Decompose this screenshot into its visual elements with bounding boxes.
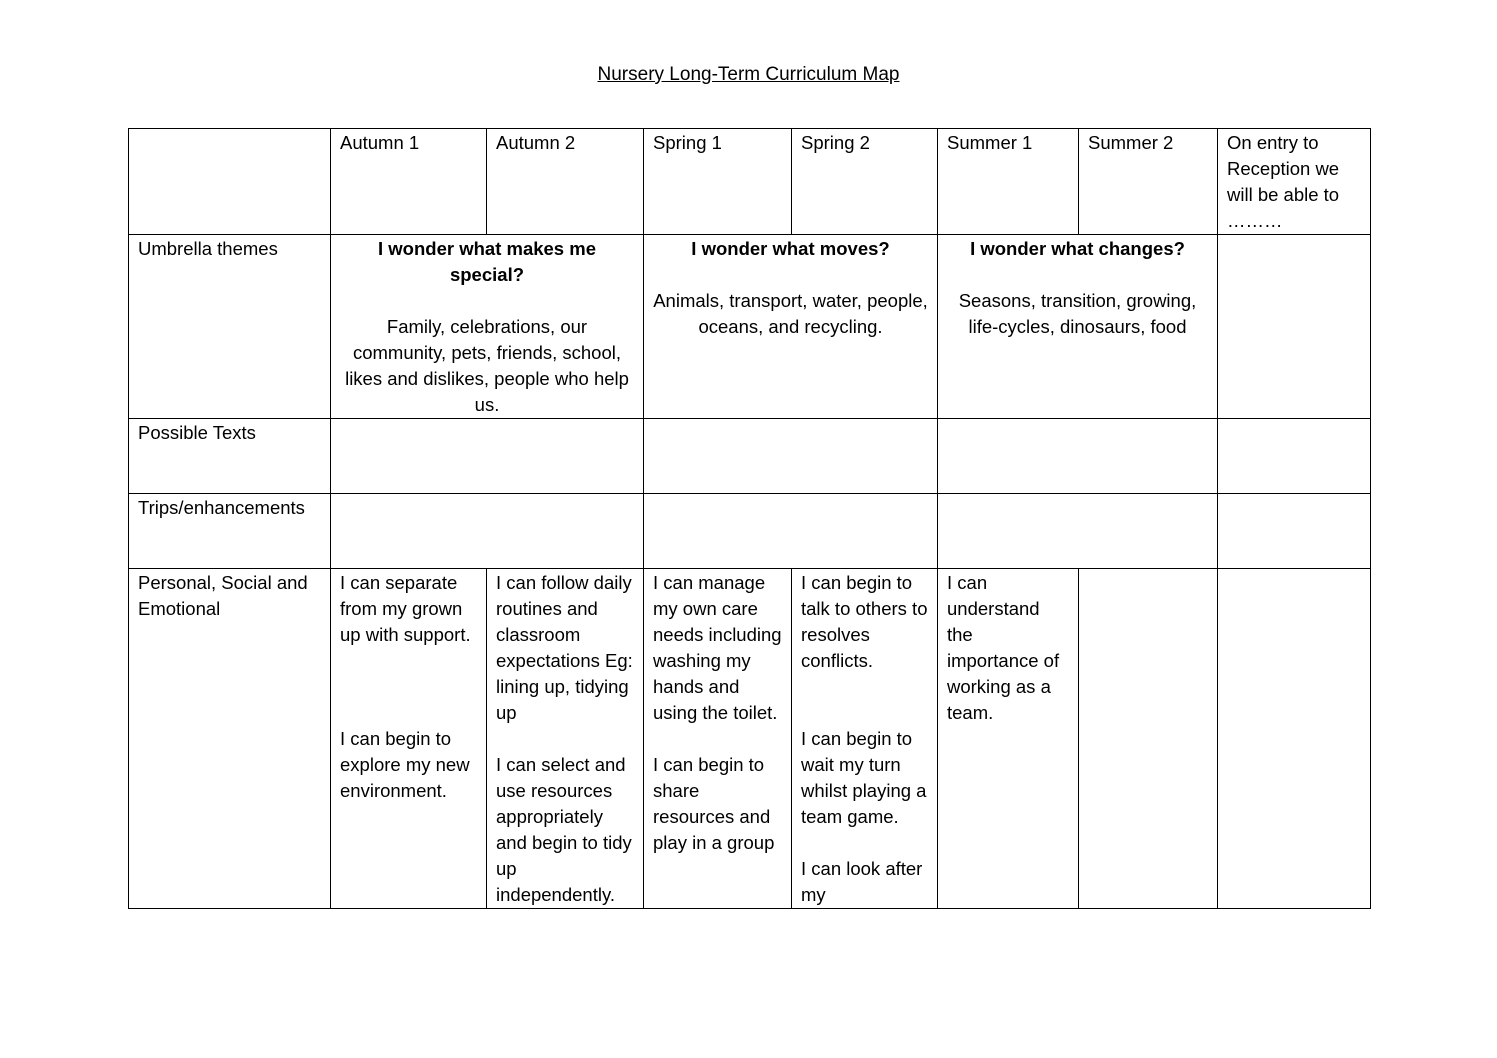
- row-label-pse: Personal, Social and Emotional: [129, 569, 331, 909]
- header-autumn-2: Autumn 2: [487, 129, 644, 235]
- header-autumn-1: Autumn 1: [331, 129, 487, 235]
- autumn-theme-cell: [331, 235, 644, 419]
- summer-theme-question: I wonder what changes?: [970, 238, 1185, 259]
- pse-spring-1-cell: [644, 569, 792, 909]
- header-row: [129, 129, 1371, 235]
- pse-autumn-1-cell: [331, 569, 487, 909]
- pse-autumn-2-cell: [487, 569, 644, 909]
- trips-row: [129, 494, 1371, 569]
- spring-trips-cell: [644, 494, 938, 569]
- autumn-theme-detail: Family, celebrations, our community, pets, friends, school, likes and dislikes, people who help us.: [345, 316, 629, 415]
- pse-row: [129, 569, 1371, 909]
- pse-statement: I can begin to share resources and play in a group: [653, 754, 775, 853]
- trips-reception-cell: [1218, 494, 1371, 569]
- header-summer-1: Summer 1: [938, 129, 1079, 235]
- spring-texts-cell: [644, 419, 938, 494]
- autumn-texts-cell: [331, 419, 644, 494]
- spring-theme-question: I wonder what moves?: [691, 238, 890, 259]
- header-summer-2: Summer 2: [1079, 129, 1218, 235]
- autumn-trips-cell: [331, 494, 644, 569]
- pse-statement: I can understand the importance of working as a team.: [947, 572, 1060, 723]
- spring-theme-cell: [644, 235, 938, 419]
- pse-statement: I can follow daily routines and classroom expectations Eg: lining up, tidying up: [496, 572, 633, 723]
- curriculum-table: [128, 128, 1371, 909]
- header-on-entry-reception: On entry to Reception we will be able to ………: [1218, 129, 1371, 235]
- summer-texts-cell: [938, 419, 1218, 494]
- pse-statement: I can select and use resources appropriately and begin to tidy up independently.: [496, 754, 632, 905]
- pse-summer-2-cell: [1079, 569, 1218, 909]
- header-corner-cell: [129, 129, 331, 235]
- pse-statement: I can begin to wait my turn whilst playing a team game.: [801, 728, 927, 827]
- summer-theme-cell: [938, 235, 1218, 419]
- possible-texts-row: [129, 419, 1371, 494]
- pse-statement: I can manage my own care needs including washing my hands and using the toilet.: [653, 572, 782, 723]
- spring-theme-detail: Animals, transport, water, people, oceans, and recycling.: [653, 290, 928, 337]
- umbrella-themes-row: [129, 235, 1371, 419]
- pse-summer-1-cell: [938, 569, 1079, 909]
- texts-reception-cell: [1218, 419, 1371, 494]
- umbrella-reception-cell: [1218, 235, 1371, 419]
- summer-theme-detail: Seasons, transition, growing, life-cycles, dinosaurs, food: [958, 290, 1197, 337]
- page-title: Nursery Long-Term Curriculum Map: [597, 64, 900, 85]
- pse-statement: I can begin to talk to others to resolves conflicts.: [801, 572, 928, 671]
- pse-statement: I can look after my: [801, 858, 923, 905]
- row-label-possible-texts: Possible Texts: [129, 419, 331, 494]
- row-label-trips: Trips/enhancements: [129, 494, 331, 569]
- autumn-theme-question: I wonder what makes me special?: [378, 238, 596, 285]
- row-label-umbrella-themes: Umbrella themes: [129, 235, 331, 419]
- pse-reception-cell: [1218, 569, 1371, 909]
- header-spring-1: Spring 1: [644, 129, 792, 235]
- pse-spring-2-cell: [792, 569, 938, 909]
- pse-statement: I can begin to explore my new environment.: [340, 728, 470, 801]
- header-spring-2: Spring 2: [792, 129, 938, 235]
- pse-statement: I can separate from my grown up with support.: [340, 572, 471, 645]
- summer-trips-cell: [938, 494, 1218, 569]
